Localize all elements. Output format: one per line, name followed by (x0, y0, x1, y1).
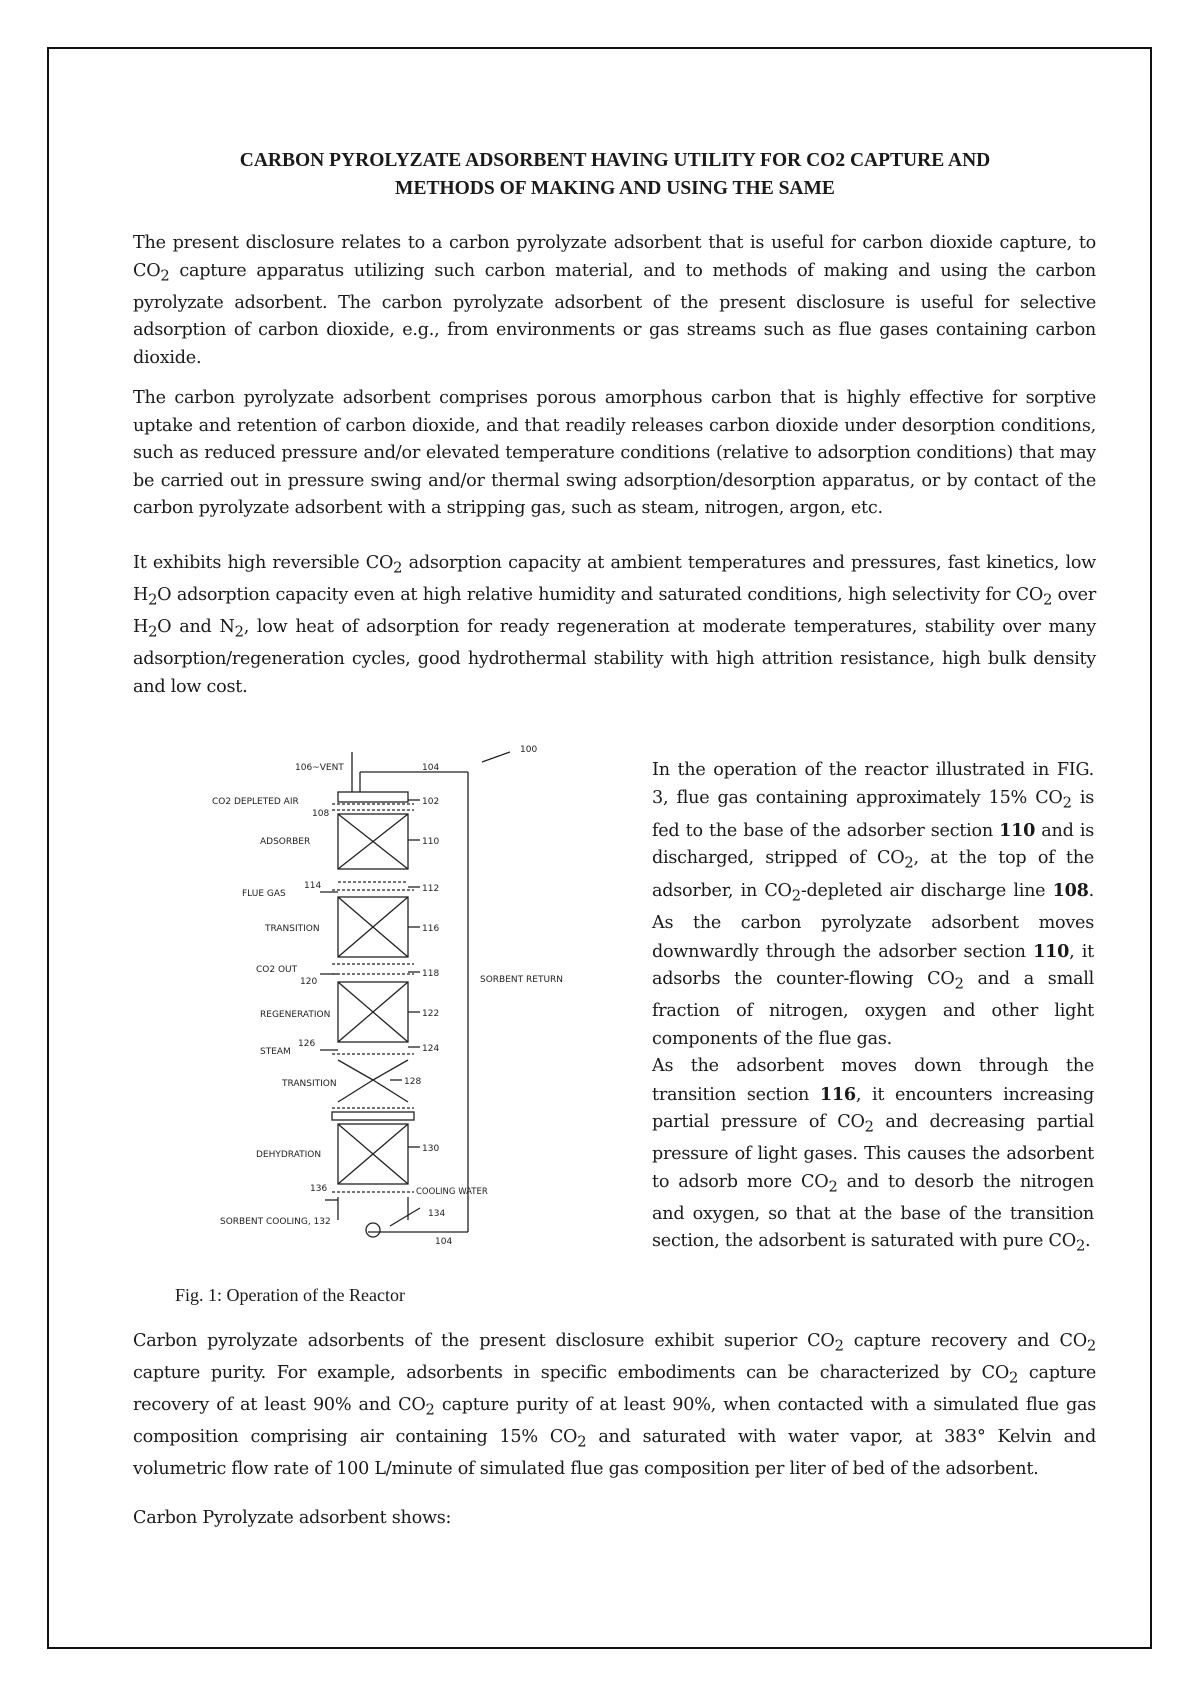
label-126: 126 (298, 1039, 316, 1049)
figure-ref-100: 100 (520, 745, 538, 755)
label-130: 130 (422, 1144, 440, 1154)
label-co2-out: CO2 OUT (256, 965, 298, 975)
label-116: 116 (422, 924, 440, 934)
label-122: 122 (422, 1009, 440, 1019)
outro-paragraph-1: Carbon pyrolyzate adsorbents of the present disclosure exhibit superior $CO_2$ capture recovery and $CO_2$ capture purity. For example, adsorbents in specific embodiments can be characterized by $CO_2$ capture recovery of at least 90% and $CO_2$ capture purity of at least 90%, when contacted with a simulated flue gas composition comprising air containing 15% $CO_2$ and saturated with water vapor, at 383° Kelvin and volumetric flow rate of 100 L/minute of simulated flue gas composition per liter of bed of the adsorbent. (133, 1331, 1097, 1480)
label-transition-2: TRANSITION (282, 1079, 337, 1089)
label-flue-gas: FLUE GAS (242, 889, 286, 899)
label-transition-1: TRANSITION (265, 924, 320, 934)
label-adsorber: ADSORBER (260, 837, 311, 847)
label-108: 108 (312, 809, 330, 819)
label-102: 102 (422, 797, 440, 807)
label-sorbent-cooling: SORBENT COOLING, 132 (220, 1217, 331, 1227)
title-line-2: METHODS OF MAKING AND USING THE SAME (395, 178, 835, 199)
side-paragraph-1: In the operation of the reactor illustrated in FIG. 3, flue gas containing approximately 15% $CO_2$ is fed to the base of the adsorber section 110 and is discharged, stripped of $CO_2$, at the top of the adsorber, in $CO_2$-depleted air discharge line 108. As the carbon pyrolyzate adsorbent moves downwardly through the adsorber section 110, it adsorbs the counter-flowing $CO_2$ and a small fraction of nitrogen, oxygen and other light components of the flue gas. (652, 760, 1095, 1049)
label-steam: STEAM (260, 1047, 291, 1057)
label-vent: 106~VENT (295, 763, 344, 773)
label-sorbent-return: SORBENT RETURN (480, 975, 564, 985)
reactor-description (652, 757, 1094, 1260)
outro-paragraph-2: Carbon Pyrolyzate adsorbent shows: (133, 1508, 452, 1528)
intro-paragraph-2: The carbon pyrolyzate adsorbent comprises porous amorphous carbon that is highly effective for sorptive uptake and retention of carbon dioxide, and that readily releases carbon dioxide under desorption conditions, such as reduced pressure and/or elevated temperature conditions (relative to adsorption conditions) that may be carried out in pressure swing and/or thermal swing adsorption/desorption apparatus, or by contact of the carbon pyrolyzate adsorbent with a stripping gas, such as steam, nitrogen, argon, etc. (133, 388, 1096, 518)
label-136: 136 (310, 1184, 328, 1194)
reactor-diagram (160, 742, 600, 1262)
label-124: 124 (422, 1044, 440, 1054)
label-110: 110 (422, 837, 440, 847)
label-cooling-water: COOLING WATER (416, 1187, 488, 1197)
label-112: 112 (422, 884, 440, 894)
intro-paragraph-1: The present disclosure relates to a carbon pyrolyzate adsorbent that is useful for carbon dioxide capture, to $CO_2$ capture apparatus utilizing such carbon material, and to methods of making and using the carbon pyrolyzate adsorbent. The carbon pyrolyzate adsorbent of the present disclosure is useful for selective adsorption of carbon dioxide, e.g., from environments or gas streams such as flue gases containing carbon dioxide. (133, 233, 1096, 368)
label-134: 134 (428, 1209, 446, 1219)
side-paragraph-2: As the adsorbent moves down through the transition section 116, it encounters increasing partial pressure of $CO_2$ and decreasing partial pressure of light gases. This causes the adsorbent to adsorb more $CO_2$ and to desorb the nitrogen and oxygen, so that at the base of the transition section, the adsorbent is saturated with pure $CO_2$. (652, 1056, 1095, 1255)
label-120: 120 (300, 977, 318, 987)
label-128: 128 (404, 1077, 422, 1087)
label-118: 118 (422, 969, 440, 979)
label-dehydration: DEHYDRATION (256, 1150, 322, 1160)
label-104: 104 (422, 763, 440, 773)
figure-caption: Fig. 1: Operation of the Reactor (175, 1285, 405, 1305)
label-co2-depleted-air: CO2 DEPLETED AIR (212, 797, 299, 807)
document-title (135, 147, 1095, 203)
label-114: 114 (304, 881, 322, 891)
title-line-1: CARBON PYROLYZATE ADSORBENT HAVING UTILITY FOR CO2 CAPTURE AND (239, 150, 991, 171)
label-104-bottom: 104 (435, 1237, 453, 1247)
label-regeneration: REGENERATION (260, 1010, 331, 1020)
intro-paragraph-3: It exhibits high reversible $CO_2$ adsorption capacity at ambient temperatures and pressures, fast kinetics, low $H_2O$ adsorption capacity even at high relative humidity and saturated conditions, high selectivity for $CO_2$ over $H_2O$ and $N_2$, low heat of adsorption for ready regeneration at moderate temperatures, stability over many adsorption/regeneration cycles, good hydrothermal stability with high attrition resistance, high bulk density and low cost. (133, 553, 1096, 697)
